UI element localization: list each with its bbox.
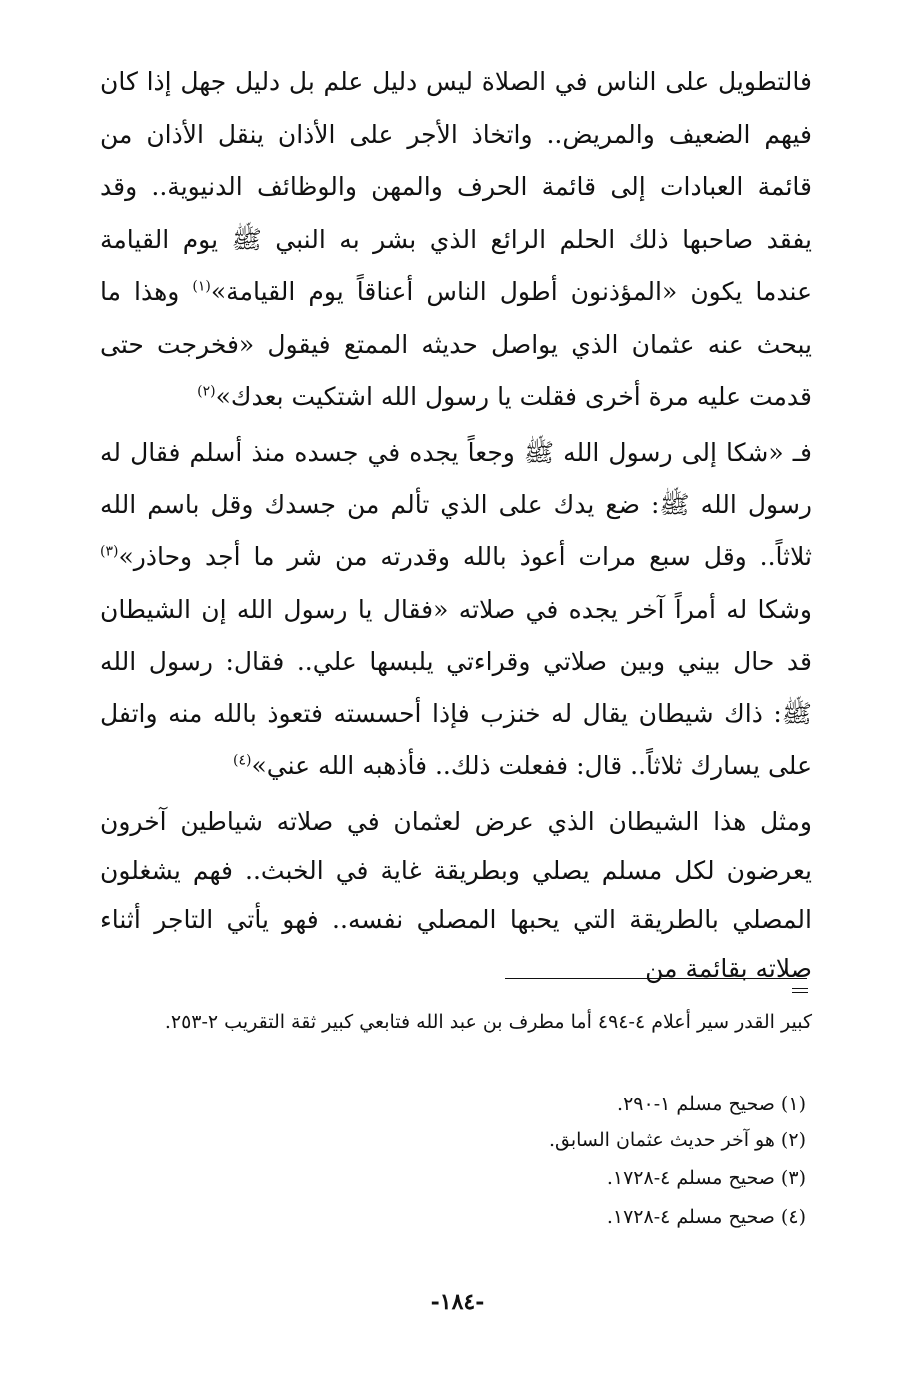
paragraph-1-text-cont: وهذا ما يبحث عنه عثمان الذي يواصل حديثه الممتع فيقول «فخرجت حتى قدمت عليه مرة أخرى فقلت يا رسول الله اشتكيت بعدك» <box>100 277 812 411</box>
page-number: -١٨٤- <box>430 1289 485 1315</box>
footnote-4: (٤) صحيح مسلم ٤-١٧٢٨. <box>606 1206 806 1228</box>
footnote-continued: كبير القدر سير أعلام ٤-٤٩٤ أما مطرف بن عبد الله فتابعي كبير ثقة التقريب ٢-٢٥٣. <box>164 1011 812 1033</box>
paragraph-2-text-cont: وشكا له أمراً آخر يجده في صلاته «فقال يا رسول الله إن الشيطان قد حال بيني وبين صلاتي وقراءتي يلبسها علي.. فقال: رسول الله ﷺ: ذاك شيطان يقال له خنزب فإذا أحسسته فتعوذ بالله منه واتفل على يسارك ثلاثاً.. قال: ففعلت ذلك.. فأذهبه الله عني» <box>100 594 812 781</box>
paragraph-2-text: فـ «شكا إلى رسول الله ﷺ وجعاً يجده في جسده منذ أسلم فقال له رسول الله ﷺ: ضع يدك على الذي تألم من جسدك وقل باسم الله ثلاثاً.. وقل سبع مرات أعوذ بالله وقدرته من شر ما أجد وحاذر» <box>100 438 812 572</box>
footnote-ref-2[interactable]: (٢) <box>197 383 216 400</box>
paragraph-2 <box>100 427 812 792</box>
footnote-ref-4[interactable]: (٤) <box>233 752 252 769</box>
footnote-ref-1[interactable]: (١) <box>192 278 211 295</box>
paragraph-3-text: ومثل هذا الشيطان الذي عرض لعثمان في صلاته شياطين آخرون يعرضون لكل مسلم يصلي وبطريقة غاية في الخبث.. فهم يشغلون المصلي بالطريقة التي يحبها المصلي نفسه.. فهو يأتي التاجر أثناء صلاته بقائمة من <box>100 807 812 983</box>
footnote-separator <box>505 978 807 979</box>
paragraph-1 <box>100 56 812 424</box>
footnote-1: (١) صحيح مسلم ١-٢٩٠. <box>617 1093 806 1115</box>
paragraph-1-text: فالتطويل على الناس في الصلاة ليس دليل علم بل دليل جهل إذا كان فيهم الضعيف والمريض.. واتخاذ الأجر على الأذان ينقل الأذان من قائمة العبادات إلى قائمة الحرف والمهن والوظائف الدنيوية.. وقد يفقد صاحبها ذلك الحلم الرائع الذي بشر به النبي ﷺ يوم القيامة عندما يكون «المؤذنون أطول الناس أعناقاً يوم القيامة» <box>100 67 812 306</box>
footnote-ref-3[interactable]: (٣) <box>100 544 119 561</box>
paragraph-3 <box>100 797 812 993</box>
footnote-2: (٢) هو آخر حديث عثمان السابق. <box>548 1129 806 1151</box>
footnote-continuation-mark <box>792 988 808 993</box>
footnote-3: (٣) صحيح مسلم ٤-١٧٢٨. <box>606 1167 806 1189</box>
